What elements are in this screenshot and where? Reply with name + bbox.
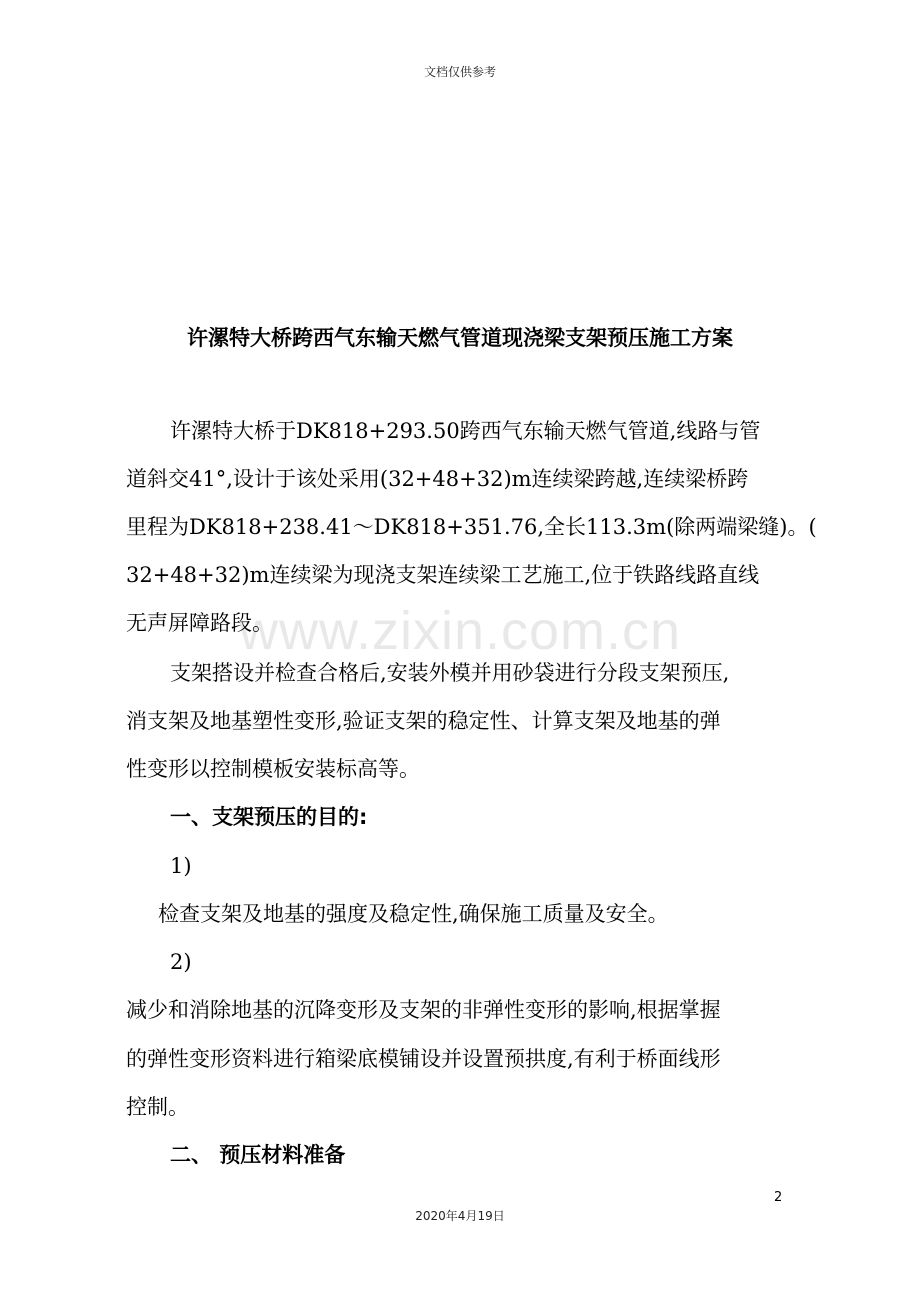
item2-line-1: 减少和消除地基的沉降变形及支架的非弹性变形的影响,根据掌握 <box>126 998 721 1022</box>
para1-line-3: 里程为DK818+238.41～DK818+351.76,全长113.3m(除两端梁缝)。( <box>126 515 817 539</box>
para2-line-2: 消支架及地基塑性变形,验证支架的稳定性、计算支架及地基的弹 <box>126 709 721 733</box>
document-title: 许漯特大桥跨西气东输天燃气管道现浇梁支架预压施工方案 <box>187 326 733 350</box>
para1-line-4: 32+48+32)m连续梁为现浇支架连续梁工艺施工,位于铁路线路直线 <box>126 563 760 587</box>
para2-line-1: 支架搭设并检查合格后,安装外模并用砂袋进行分段支架预压, <box>170 661 730 685</box>
item1-text: 检查支架及地基的强度及稳定性,确保施工质量及安全。 <box>158 902 669 926</box>
item1-number: 1) <box>170 854 192 878</box>
footer-date: 2020年4月19日 <box>415 1209 505 1223</box>
item2-line-3: 控制。 <box>126 1095 189 1119</box>
page-number: 2 <box>774 1190 783 1205</box>
para1-line-5: 无声屏障路段。 <box>126 611 273 635</box>
item2-line-2: 的弹性变形资料进行箱梁底模铺设并设置预拱度,有利于桥面线形 <box>126 1047 721 1071</box>
item2-number: 2) <box>170 950 192 974</box>
para1-line-1: 许漯特大桥于DK818+293.50跨西气东输天燃气管道,线路与管 <box>170 419 761 443</box>
header-note: 文档仅供参考 <box>423 65 496 79</box>
section2-heading: 二、 预压材料准备 <box>170 1143 346 1167</box>
para2-line-3: 性变形以控制模板安装标高等。 <box>126 757 420 781</box>
para1-line-2: 道斜交41°,设计于该处采用(32+48+32)m连续梁跨越,连续梁桥跨 <box>126 467 749 491</box>
section1-heading: 一、支架预压的目的: <box>170 805 368 829</box>
watermark: www.zixin.com.cn <box>238 601 682 661</box>
